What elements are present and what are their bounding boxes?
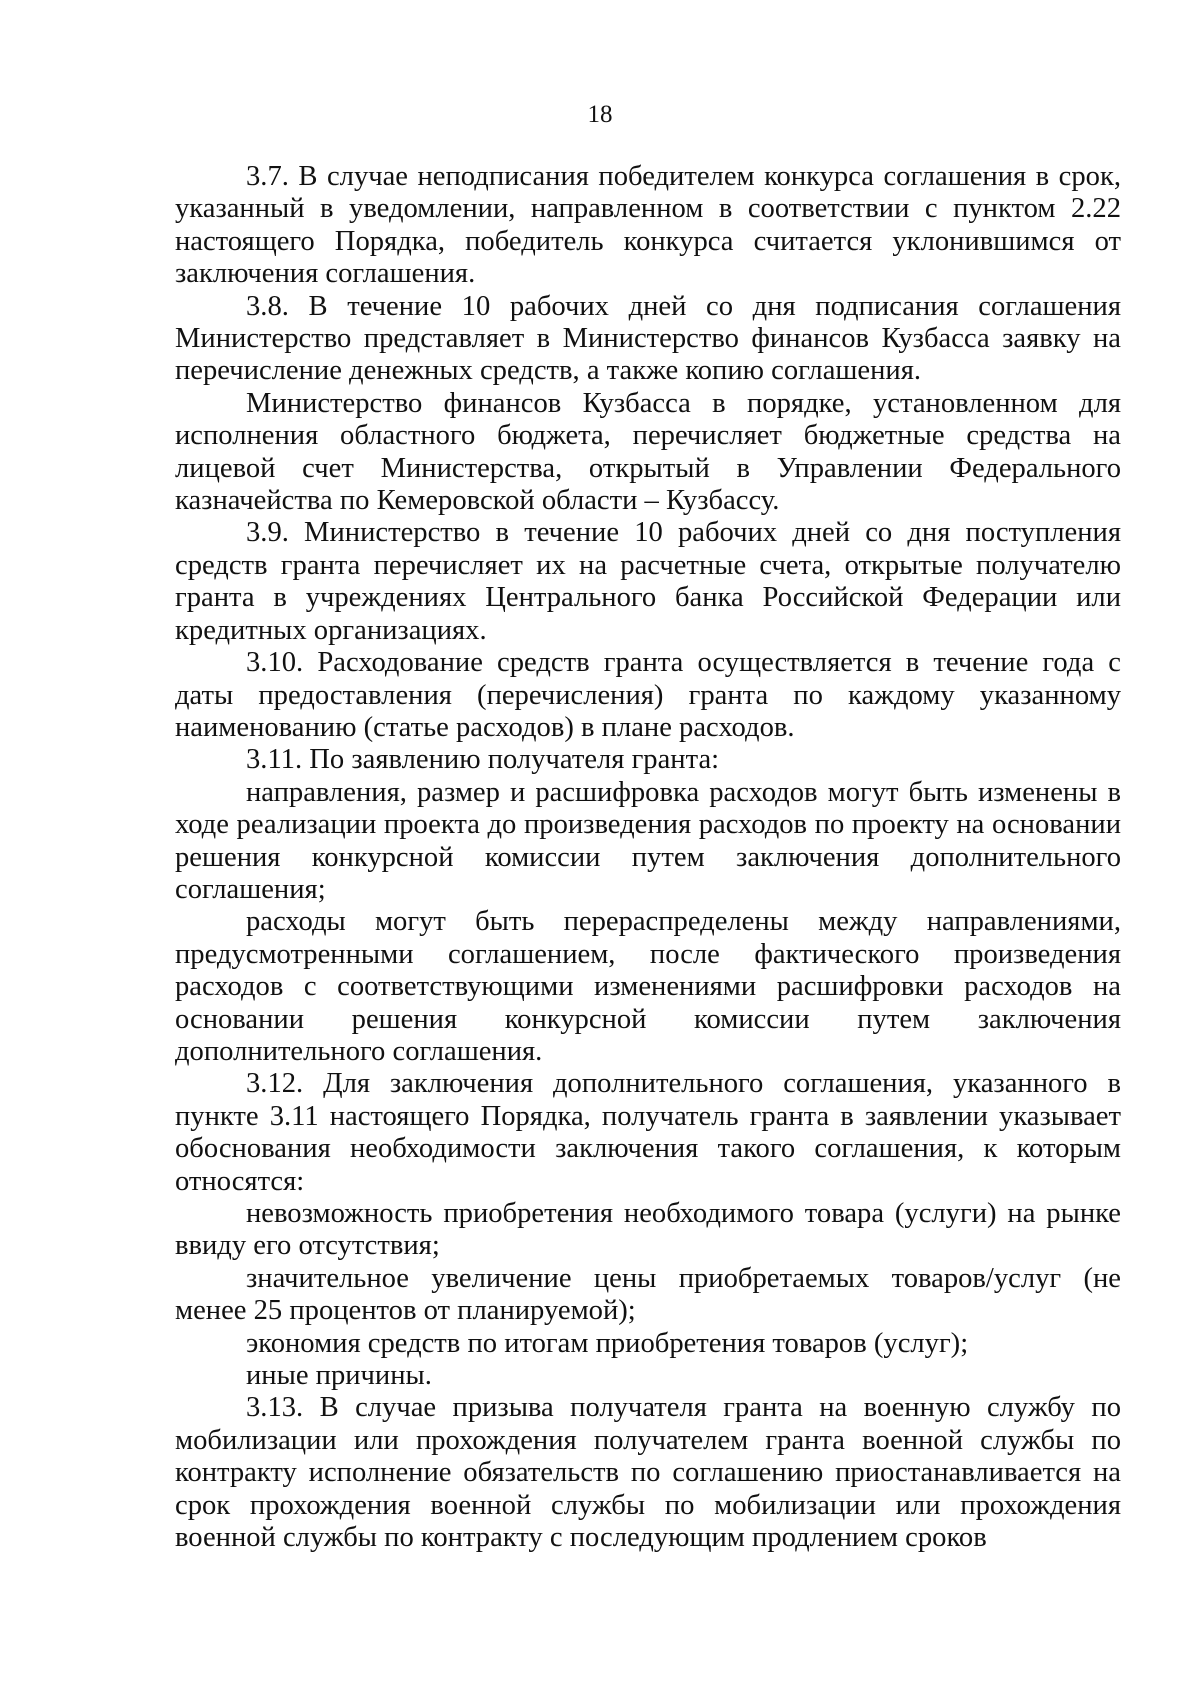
paragraph-3-11-item-2: расходы могут быть перераспределены между направлениями, предусмотренными соглашением, после фактического произведения расходов с соответствующими изменениями расшифровки расходов на основании решения конкурсной комиссии путем заключения дополнительного соглашения. bbox=[175, 906, 1121, 1067]
document-body bbox=[175, 161, 1121, 1554]
paragraph-3-8-continued: Министерство финансов Кузбасса в порядке, установленном для исполнения областного бюджета, перечисляет бюджетные средства на лицевой счет Министерства, открытый в Управлении Федерального казначейства по Кемеровской области – Кузбассу. bbox=[175, 387, 1121, 517]
page-number: 18 bbox=[587, 101, 613, 128]
paragraph-3-12: 3.12. Для заключения дополнительного соглашения, указанного в пункте 3.11 настоящего Порядка, получатель гранта в заявлении указывает обоснования необходимости заключения такого соглашения, к которым относятся: bbox=[175, 1068, 1121, 1197]
paragraph-3-9: 3.9. Министерство в течение 10 рабочих дней со дня поступления средств гранта перечисляет их на расчетные счета, открытые получателю гранта в учреждениях Центрального банка Российской Федерации или кредитных организациях. bbox=[175, 517, 1121, 646]
paragraph-3-10: 3.10. Расходование средств гранта осуществляется в течение года с даты предоставления (перечисления) гранта по каждому указанному наименованию (статье расходов) в плане расходов. bbox=[175, 647, 1121, 743]
paragraph-3-13: 3.13. В случае призыва получателя гранта на военную службу по мобилизации или прохождения получателем гранта военной службы по контракту исполнение обязательств по соглашению приостанавливается на срок прохождения военной службы по мобилизации или прохождения военной службы по контракту с последующим продлением сроков bbox=[175, 1392, 1121, 1554]
paragraph-3-11: 3.11. По заявлению получателя гранта: bbox=[246, 744, 720, 776]
paragraph-3-12-item-2: значительное увеличение цены приобретаемых товаров/услуг (не менее 25 процентов от планируемой); bbox=[175, 1262, 1121, 1327]
paragraph-3-12-item-3: экономия средств по итогам приобретения товаров (услуг); bbox=[246, 1327, 969, 1359]
paragraph-3-12-item-1: невозможность приобретения необходимого товара (услуги) на рынке ввиду его отсутствия; bbox=[175, 1198, 1121, 1262]
paragraph-3-7: 3.7. В случае неподписания победителем конкурса соглашения в срок, указанный в уведомлении, направленном в соответствии с пунктом 2.22 настоящего Порядка, победитель конкурса считается уклонившимся от заключения соглашения. bbox=[175, 161, 1121, 290]
paragraph-3-11-item-1: направления, размер и расшифровка расходов могут быть изменены в ходе реализации проекта до произведения расходов по проекту на основании решения конкурсной комиссии путем заключения дополнительного соглашения; bbox=[175, 776, 1121, 905]
paragraph-3-8: 3.8. В течение 10 рабочих дней со дня подписания соглашения Министерство представляет в Министерство финансов Кузбасса заявку на перечисление денежных средств, а также копию соглашения. bbox=[175, 290, 1121, 387]
paragraph-3-12-item-4: иные причины. bbox=[246, 1360, 432, 1392]
